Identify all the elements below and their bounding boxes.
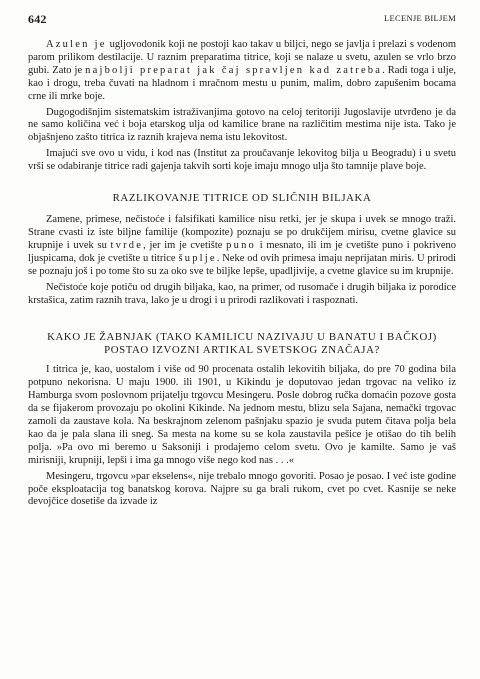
text-run: . Radi toga i ulje, kao i drogu, treba čuvati na hladnom i mračnom mestu u punim, malim, dobro zapušenim bocama crne ili mrke boje. <box>28 64 456 102</box>
section-heading-line-2: POSTAO IZVOZNI ARTIKAL SVETSKOG ZNAČAJA? <box>104 344 380 357</box>
emphasis-best-preparation: najbolji preparat jak čaj spravljen kad zatreba <box>85 64 383 76</box>
page-body <box>28 39 456 512</box>
emphasis-suplje: šuplje <box>178 252 217 264</box>
paragraph-azulen <box>28 39 456 104</box>
text-run: ugljovodonik koji ne postoji kao takav u biljci, nego se javlja i prelazi s vodenom parom prilikom destilacije. U raznim preparatima titrice, koji se nalaze u svetu, azulen se vrlo brzo gubi. Zato je <box>28 39 456 76</box>
emphasis-tvrde: tvrde <box>110 239 144 251</box>
page-header <box>28 12 456 30</box>
section-heading-differentiation <box>28 192 456 205</box>
paragraph-mesinger: Mesingeru, trgovcu »par ekselens«, nije trebalo mnogo govoriti. Posao je posao. I već iste godine poče eksploatacija tog banatskog korova. Najpre su ga brali rukom, cvet po cvet. Kasnije se neke devojčice dosetiše da izvade iz <box>28 470 456 508</box>
section-heading-export <box>28 331 456 357</box>
page-number: 642 <box>28 12 47 26</box>
section-heading-text: RAZLIKOVANJE TITRICE OD SLIČNIH BILJAKA <box>112 192 372 205</box>
paragraph-institute: Imajući sve ovo u vidu, i kod nas (Institut za proučavanje lekovitog bilja u Beogradu) i u svetu vrši se odabiranje titrice radi gajenja takvih sorti koje imaju mnogo ulja što tamnije plave boje. <box>28 148 456 173</box>
paragraph-history: I titrica je, kao, uostalom i više od 90 procenata ostalih lekovitih biljaka, do pre 70 godina bila potpuno nekorisna. U maju 1900. ili 1901, u Kikindu je doputovao jedan trgovac na veliko iz Hamburga svom poslovnom prijatelju trgovcu Mesingeru. Posle dobrog ručka domaćin pozove gosta da se fijakerom provozaju po okolini Kikinde. Na jednom mestu, blizu sela Sajana, nemački trgovac zamoli da zaustave kola. Na beskrajnom zelenom pašnjaku spazio je svuda putem čitava polja bela kao da je pala slana ili sneg. Sa mesta na kome su se kola zaustavila pešice je otišao do tih belih polja. »Pa ovo mi beremo u Saksoniji i prodajemo celom svetu. Ovo je kamilte. Samo je vaš mirisniji, krupniji, lepši i ima ga mnogo više nego kod nas . . .« <box>28 364 456 466</box>
paragraph-research: Dugogodišnjim sistematskim istraživanjima gotovo na celoj teritoriji Jugoslavije utvrđeno je da ne samo količina već i boja etarskog ulja od kamilice brane na različitim mestima nije ista. Tako je objašnjeno zašto titrica iz raznih krajeva nema istu lekovitost. <box>28 106 456 144</box>
paragraph-impurities: Nečistoće koje potiču od drugih biljaka, kao, na primer, od rusomače i drugih biljaka iz porodice krstašica, zatim raznih trava, lako je u drogi i u prirodi razlikovati i raspoznati. <box>28 281 456 306</box>
emphasis-puno: puno <box>226 239 256 251</box>
text-run: Zamene, primese, nečistoće i falsifikati kamilice nisu retki, jer je skupa i uvek se mnogo traži. Strane cvasti iz iste biljne familije (kompozite) poznaju se po drukčijem mirisu, cvetne glavice su krupnije i uvek su <box>28 214 456 251</box>
emphasis-azulen: Azulen je <box>46 39 107 50</box>
section-heading-line-1: KAKO JE ŽABNJAK (TAKO KAMILICU NAZIVAJU U BANATU I BAČKOJ) <box>47 331 437 344</box>
text-run: i mesnato, ili im je cvetište puno i pokriveno ljuspicama, dok je cvetište u titrice <box>28 239 456 264</box>
paragraph-substitutes <box>28 214 456 279</box>
text-run: , jer im je cvetište <box>143 239 227 251</box>
running-title: LECENJE BILJEM <box>384 13 456 23</box>
text-run: . Neke od ovih primesa imaju neprijatan miris. U prirodi se poznaju još i po tome što su za oko sve te biljke lepše, upadljivije, a cvetne glavice su im krupnije. <box>28 252 456 277</box>
